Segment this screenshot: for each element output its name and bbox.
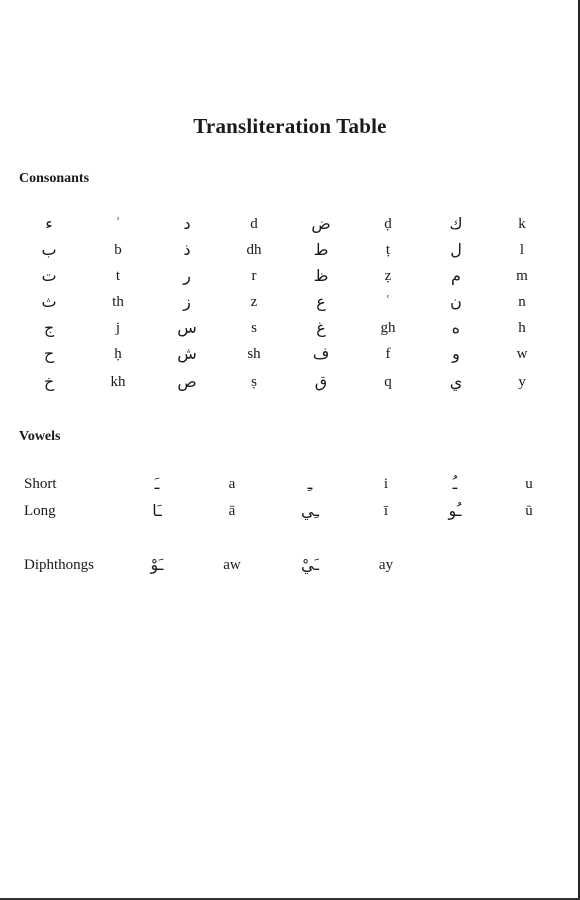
arabic-letter: ل (450, 240, 462, 259)
transliteration: t (115, 268, 121, 284)
arabic-vowel: ـُ (452, 474, 458, 493)
transliteration: s (251, 320, 257, 336)
consonant-row (0, 211, 580, 237)
arabic-letter: ث (41, 292, 57, 311)
arabic-vowel: ـَوْ (150, 555, 164, 574)
arabic-letter: ع (316, 292, 326, 311)
vowel-row-long (0, 498, 580, 524)
transliteration: ʾ (115, 216, 121, 232)
transliteration: ṣ (251, 374, 257, 390)
arabic-letter: ب (41, 240, 57, 259)
arabic-letter: و (452, 344, 460, 363)
arabic-letter: ف (312, 344, 330, 363)
arabic-vowel: ـَا (152, 501, 162, 520)
arabic-letter: ظ (313, 266, 329, 285)
transliteration: r (251, 268, 257, 284)
transliteration: ẓ (384, 268, 392, 284)
transliteration: u (525, 476, 533, 492)
arabic-letter: ء (45, 214, 53, 233)
consonants-heading: Consonants (19, 171, 90, 186)
arabic-letter: ر (183, 266, 191, 285)
consonant-row (0, 315, 580, 341)
vowel-row-diphthongs (0, 552, 580, 578)
arabic-letter: غ (316, 318, 326, 337)
transliteration: ḥ (114, 346, 122, 362)
arabic-vowel: ـِي (300, 501, 320, 520)
arabic-letter: ك (449, 214, 463, 233)
transliteration: ṭ (385, 242, 391, 258)
arabic-letter: ح (43, 344, 55, 363)
transliteration: w (516, 346, 528, 362)
transliteration: f (385, 346, 391, 362)
row-label: Short (24, 476, 57, 492)
transliteration: ā (228, 503, 236, 519)
arabic-letter: ق (314, 372, 328, 391)
vowels-heading: Vowels (19, 429, 61, 444)
transliteration: ḍ (384, 216, 392, 232)
arabic-letter: د (183, 214, 191, 233)
consonant-row (0, 263, 580, 289)
transliteration: ū (525, 503, 533, 519)
vowel-row-short (0, 471, 580, 497)
transliteration: d (250, 216, 258, 232)
arabic-letter: ط (313, 240, 329, 259)
transliteration: m (516, 268, 528, 284)
arabic-letter: ت (41, 266, 57, 285)
arabic-letter: ش (177, 344, 197, 363)
transliteration: dh (246, 242, 262, 258)
transliteration: ay (378, 557, 394, 573)
transliteration: sh (247, 346, 261, 362)
arabic-vowel: ـَ (154, 474, 160, 493)
transliteration: b (114, 242, 122, 258)
transliteration: j (115, 320, 121, 336)
arabic-vowel: ـِ (307, 474, 313, 493)
transliteration: th (112, 294, 124, 310)
transliteration: gh (380, 320, 396, 336)
transliteration: a (228, 476, 236, 492)
arabic-letter: ذ (183, 240, 191, 259)
arabic-vowel: ـَيْ (300, 555, 320, 574)
arabic-letter: ض (311, 214, 331, 233)
arabic-letter: ز (183, 292, 191, 311)
arabic-letter: س (177, 318, 197, 337)
consonant-row (0, 289, 580, 315)
transliteration: n (518, 294, 526, 310)
arabic-letter: ج (43, 318, 55, 337)
page-title: Transliteration Table (193, 114, 387, 138)
transliteration: l (519, 242, 525, 258)
transliteration: i (383, 476, 389, 492)
arabic-letter: ه (451, 318, 461, 337)
consonant-row (0, 237, 580, 263)
arabic-letter: ن (450, 292, 462, 311)
arabic-letter: خ (43, 372, 55, 391)
arabic-letter: م (451, 266, 461, 285)
transliteration: aw (223, 557, 241, 573)
row-label: Diphthongs (24, 557, 95, 573)
transliteration: ʿ (385, 294, 391, 310)
transliteration: ī (383, 503, 389, 519)
row-label: Long (24, 503, 56, 519)
transliteration: h (518, 320, 526, 336)
transliteration: q (384, 374, 392, 390)
transliteration: k (518, 216, 526, 232)
arabic-letter: ي (449, 372, 463, 391)
consonant-row (0, 369, 580, 395)
transliteration: y (518, 374, 526, 390)
transliteration: z (250, 294, 258, 310)
consonant-row (0, 341, 580, 367)
arabic-vowel: ـُو (448, 501, 462, 520)
arabic-letter: ص (177, 372, 197, 391)
transliteration: kh (110, 374, 126, 390)
